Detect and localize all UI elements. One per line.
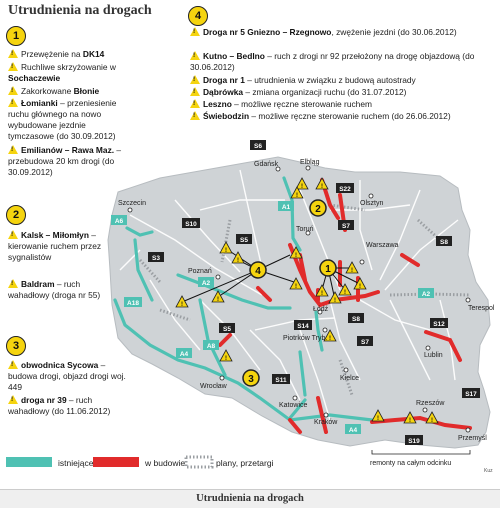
svg-text:!: ! — [377, 416, 379, 422]
warning-icon — [8, 230, 18, 239]
road-shield-s12 — [430, 318, 448, 328]
svg-text:!: ! — [217, 297, 219, 303]
road-label: S12 — [433, 321, 445, 328]
road-shield-s7 — [338, 220, 354, 230]
s1-item-1: !Przewężenie na DK14 — [8, 49, 133, 60]
svg-text:!: ! — [409, 418, 411, 424]
svg-text:2: 2 — [315, 204, 321, 215]
road-shield-s14 — [294, 320, 312, 330]
warning-icon — [190, 27, 200, 36]
map-marker-2[interactable] — [310, 200, 326, 216]
svg-text:!: ! — [431, 418, 433, 424]
city-label: Olsztyn — [360, 200, 384, 207]
road-label: A4 — [348, 427, 358, 434]
warning-icon — [8, 279, 18, 288]
remonty-label: remonty na całym odcinku — [370, 460, 452, 467]
page-title: Utrudnienia na drogach — [8, 3, 152, 18]
city-label: Poznań — [188, 268, 212, 275]
s3-item-2: !droga nr 39 – ruch wahadłowy (do 11.06.2012) — [8, 395, 128, 417]
road-label: S8 — [440, 239, 448, 246]
legend-existing-swatch — [6, 457, 52, 467]
city-label: Kielce — [340, 375, 360, 382]
road-shield-s7-south — [357, 336, 373, 346]
s4-item-3: !Droga nr 1 – utrudnienia w związku z budową autostrady — [190, 75, 490, 86]
road-label: S19 — [408, 438, 420, 445]
warning-icon — [8, 62, 18, 71]
road-shield-s11 — [272, 374, 290, 384]
s1-item-2: !Ruchliwe skrzyżowanie w Sochaczewie — [8, 62, 133, 84]
road-label: S3 — [152, 255, 160, 262]
city-label: Katowice — [279, 402, 308, 409]
city-label: Wrocław — [200, 383, 227, 390]
s4-item-6: !Świebodzin – możliwe ręczne sterowanie ruchem (do 26.06.2012) — [190, 111, 495, 122]
road-label: A4 — [179, 351, 189, 358]
warning-icon — [8, 360, 18, 369]
road-shield-a2 — [418, 288, 434, 298]
road-label: S7 — [361, 339, 369, 346]
svg-text:!: ! — [181, 302, 183, 308]
s4-item-4: !Dąbrówka – zmiana organizacji ruchu (do 31.07.2012) — [190, 87, 490, 98]
road-shield-a6 — [111, 215, 127, 225]
svg-text:!: ! — [237, 258, 239, 264]
warning-icon — [190, 111, 200, 120]
map-marker-1[interactable] — [320, 260, 336, 276]
s3-item-1: !obwodnica Sycowa – budowa drogi, objazd drogi woj. 449 — [8, 360, 128, 393]
road-label: S5 — [240, 237, 248, 244]
road-shield-s5 — [236, 234, 252, 244]
city-label: Lublin — [424, 352, 443, 359]
svg-text:4: 4 — [255, 266, 261, 277]
road-label: A18 — [127, 300, 139, 307]
s2-item-1: !Kalsk – Miłomłyn – kierowanie ruchem przez sygnalistów — [8, 230, 103, 263]
city-label: Gdańsk — [254, 161, 279, 168]
section-number-4: 4 — [188, 6, 208, 26]
svg-text:!: ! — [296, 193, 298, 199]
road-label: S6 — [254, 143, 262, 150]
map-marker-4[interactable] — [250, 262, 266, 278]
warning-icon — [8, 395, 18, 404]
road-shield-a1 — [278, 201, 294, 211]
road-shield-a2-west — [198, 277, 214, 287]
road-label: S7 — [342, 223, 350, 230]
svg-text:!: ! — [295, 284, 297, 290]
city-label: Przemyśl — [458, 435, 487, 442]
road-shield-s3 — [148, 252, 164, 262]
section-number-2: 2 — [6, 205, 26, 225]
city-label: Łódź — [313, 306, 329, 313]
road-label: S8 — [352, 316, 360, 323]
svg-text:!: ! — [295, 253, 297, 259]
svg-text:!: ! — [329, 336, 331, 342]
svg-text:!: ! — [301, 184, 303, 190]
road-shield-a4-east — [345, 424, 361, 434]
legend-building-label: w budowie — [145, 458, 186, 468]
warning-icon — [8, 49, 18, 58]
warning-icon — [190, 75, 200, 84]
road-label: S14 — [297, 323, 309, 330]
section-number-1: 1 — [6, 26, 26, 46]
warning-icon — [190, 87, 200, 96]
city-label: Kraków — [314, 419, 338, 426]
warning-icon — [8, 86, 18, 95]
svg-text:!: ! — [351, 268, 353, 274]
city-label: Toruń — [296, 226, 314, 233]
map-marker-3[interactable] — [243, 370, 259, 386]
warning-icon — [190, 51, 200, 60]
credit-label: Kuz — [484, 468, 493, 474]
section-number-3: 3 — [6, 336, 26, 356]
city-label: Szczecin — [118, 200, 147, 207]
svg-text:!: ! — [225, 356, 227, 362]
s1-item-5: !Emilianów – Rawa Maz. – przebudowa 20 km drogi (do 30.09.2012) — [8, 145, 133, 178]
road-shield-a8 — [203, 340, 219, 350]
s4-item-5: !Leszno – możliwe ręczne sterowanie ruchem — [190, 99, 490, 110]
road-shield-s17 — [462, 388, 480, 398]
road-shield-a18 — [124, 297, 142, 307]
s1-item-4: !Łomianki – przeniesienie ruchu głównego na nowo wybudowane jezdnie tymczasowe (do 30.09.2012) — [8, 98, 133, 142]
road-shield-s5-south — [219, 323, 235, 333]
road-shield-s10 — [182, 218, 200, 228]
road-label: A2 — [421, 291, 431, 298]
legend-existing-label: istniejące — [58, 458, 94, 468]
legend-building-swatch — [93, 457, 139, 467]
svg-text:!: ! — [334, 298, 336, 304]
road-label: S22 — [339, 186, 351, 193]
road-label: S11 — [275, 377, 287, 384]
road-shield-s8-south — [348, 313, 364, 323]
warning-icon — [190, 99, 200, 108]
road-label: S10 — [185, 221, 197, 228]
road-shield-s19 — [405, 435, 423, 445]
road-label: A1 — [281, 204, 291, 211]
city-label: Rzeszów — [416, 400, 445, 407]
svg-text:!: ! — [321, 291, 323, 297]
footer-title: Utrudnienia na drogach — [0, 489, 500, 508]
legend-planned-label: plany, przetargi — [216, 458, 274, 468]
svg-text:!: ! — [321, 184, 323, 190]
road-label: S17 — [465, 391, 477, 398]
s1-item-3: !Zakorkowane Błonie — [8, 86, 133, 97]
svg-text:!: ! — [344, 290, 346, 296]
svg-text:!: ! — [359, 284, 361, 290]
warning-icon — [8, 145, 18, 154]
s4-item-2: !Kutno – Bedlno – ruch z drogi nr 92 przełożony na drogę objazdową (do 30.06.2012) — [190, 51, 490, 73]
road-label: A6 — [114, 218, 124, 225]
warning-icon — [8, 98, 18, 107]
s4-item-1: !Droga nr 5 Gniezno – Rzegnowo, zwężenie jezdni (do 30.06.2012) — [190, 27, 490, 38]
s2-item-2: !Baldram – ruch wahadłowy (droga nr 55) — [8, 279, 103, 301]
city-label: Piotrków Tryb. — [283, 335, 328, 342]
road-label: A2 — [201, 280, 211, 287]
road-shield-s6 — [250, 140, 266, 150]
road-shield-s22 — [336, 183, 354, 193]
city-label: Terespol — [468, 305, 495, 312]
svg-text:!: ! — [225, 248, 227, 254]
svg-text:3: 3 — [248, 374, 254, 385]
svg-text:1: 1 — [325, 264, 331, 275]
road-shield-s8 — [436, 236, 452, 246]
legend-planned-swatch — [186, 457, 212, 467]
road-shield-a4-west — [176, 348, 192, 358]
city-label: Elbląg — [300, 159, 320, 166]
road-label: A8 — [206, 343, 216, 350]
city-label: Warszawa — [366, 242, 399, 249]
road-label: S5 — [223, 326, 231, 333]
